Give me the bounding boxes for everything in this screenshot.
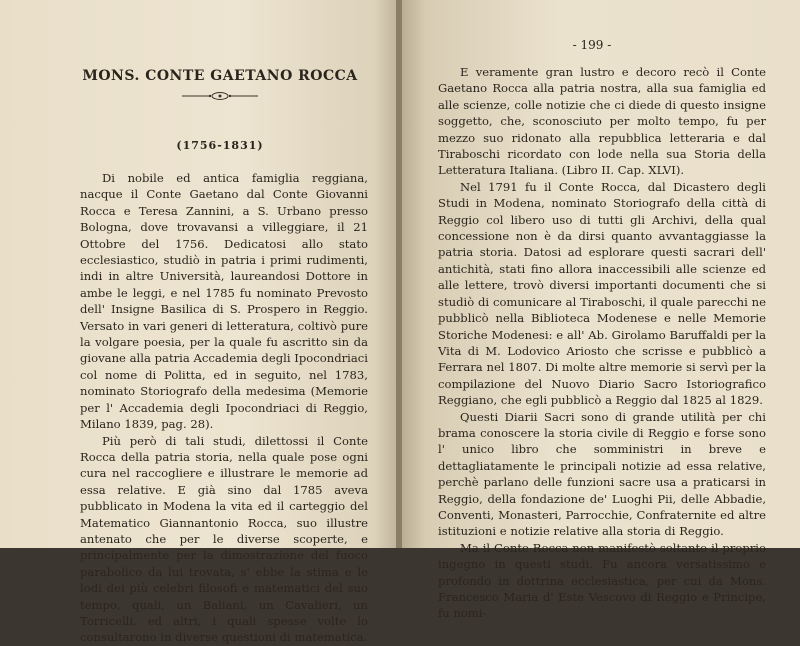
paragraph: Nel 1791 fu il Conte Rocca, dal Dicastero degli Studi in Modena, nominato Storiografo della città di Reggio col libero uso di tutti gli Archivi, della qual concessione non è da dirsi quanto avvantaggiasse la patria storia. Datosi ad esplorare questi sacrari dell' antichità, stati fino allora inaccessibili alle scienze ed alle lettere, trovò diversi importanti documenti che si studiò di comunicare al Tiraboschi, il quale parecchi ne pubblicò nella Biblioteca Modenese e nelle Memorie Storiche Modenesi: e all' Ab. Girolamo Baruffaldi per la Vita di M. Lodovico Ariosto che scrisse e pubblicò a Ferrara nel 1807. Di molte altre memorie si servì per la compilazione del Nuovo Diario Sacro Istoriografico Reggiano, che egli pubblicò a Reggio dal 1825 al 1829. [438, 179, 766, 408]
paragraph: Più però di tali studi, dilettossi il Conte Rocca della patria storia, nella quale pose ogni cura nel raccogliere e illustrare le memorie ad essa relative. E già sino dal 1785 aveva pubblicato in Modena la vita ed il carteggio del Matematico Giannantonio Rocca, suo illustre antenato che per le diverse scoperte, e principalmente per la dimostrazione del fuoco parabolico da lui trovata, s' ebbe la stima e le lodi dei più celebri filosofi e matematici del suo tempo, quali, un Baliani, un Cavalieri, un Torricelli, ed altri, i quali spesse volte lo consultarono in diverse questioni di matematica. [80, 433, 368, 645]
paragraph: E veramente gran lustro e decoro recò il Conte Gaetano Rocca alla patria nostra, alla sua famiglia ed alle scienze, colle notizie che ci diede di questo insigne soggetto, che, sconosciuto per molto tempo, fu per mezzo suo ridonato alla repubblica letteraria e dal Tiraboschi ricordato con lode nella sua Storia della Letteratura Italiana. (Libro II. Cap. XLVI). [438, 65, 766, 178]
lifespan-dates: (1756-1831) [176, 139, 264, 152]
right-page [402, 0, 800, 621]
left-page [0, 0, 398, 645]
left-page-body [80, 170, 368, 646]
ornamental-rule-icon [180, 91, 260, 101]
paragraph: Ma il Conte Rocca non manifestò soltanto il proprio ingegno in questi studi. Fu ancora versatissimo e profondo in dottrina ecclesiastica, per cui da Mons. Francesco Maria d' Este Vescovo di Reggio e Principe, fu nomi- [438, 540, 766, 621]
paragraph: Questi Diarii Sacri sono di grande utilità per chi brama conoscere la storia civile di Reggio e forse sono l' unico libro che somministri in breve e dettagliatamente le principali notizie ad essa relative, perchè parlano delle funzioni sacre usa a praticarsi in Reggio, della fondazione de' Luoghi Pii, delle Abbadie, Conventi, Monasteri, Parrocchie, Confraternite ed altre istituzioni e notizie relative alla storia di Reggio. [438, 409, 766, 539]
paragraph: Di nobile ed antica famiglia reggiana, nacque il Conte Gaetano dal Conte Giovanni Rocca e Teresa Zannini, a S. Urbano presso Bologna, dove trovavansi a villeggiare, il 21 Ottobre del 1756. Dedicatosi allo stato ecclesiastico, studiò in patria i primi rudimenti, indi in altre Università, laureandosi Dottore in ambe le leggi, e nel 1785 fu nominato Prevosto dell' Insigne Basilica di S. Prospero in Reggio. Versato in vari generi di letteratura, coltivò pure la volgare poesia, per la quale fu ascritto sin da giovane alla patria Accademia degli Ipocondriaci col nome di Politta, ed in seguito, nel 1783, nominato Storiografo della medesima (Memorie per l' Accademia degli Ipocondriaci di Reggio, Milano 1839, pag. 28). [80, 171, 368, 432]
article-title: MONS. CONTE GAETANO ROCCA [82, 68, 358, 84]
right-page-body [438, 64, 766, 622]
page-number: - 199 - [572, 38, 612, 52]
